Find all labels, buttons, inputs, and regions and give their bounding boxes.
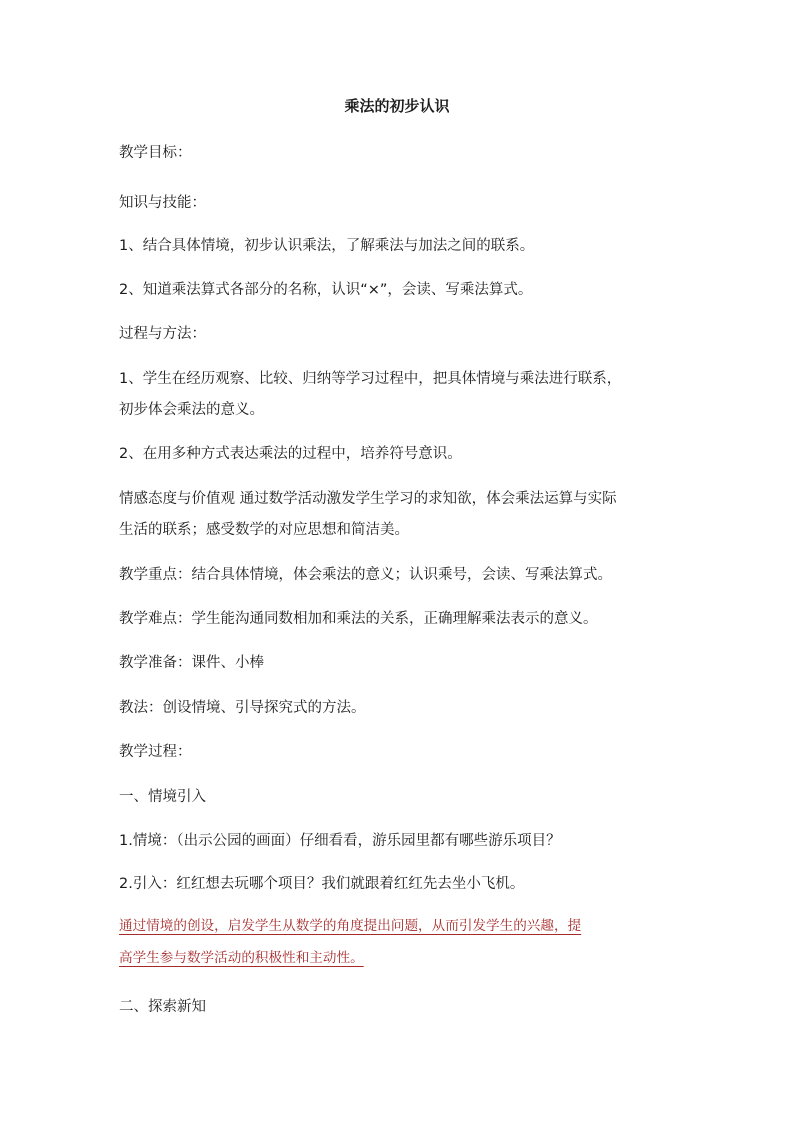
step-1: 1.情境：（出示公园的画面）仔细看看，游乐园里都有哪些游乐项目？ xyxy=(119,833,561,849)
section-1-heading: 一、情境引入 xyxy=(119,789,206,805)
knowledge-item-2: 2、知道乘法算式各部分的名称，认识“×”，会读、写乘法算式。 xyxy=(119,282,533,298)
attitude-line-1: 情感态度与价值观 通过数学活动激发学生学习的求知欲，体会乘法运算与实际 xyxy=(119,491,617,507)
difficulty: 教学难点：学生能沟通同数相加和乘法的关系，正确理解乘法表示的意义。 xyxy=(119,611,598,627)
section-2-heading: 二、探索新知 xyxy=(119,999,206,1015)
preparation: 教学准备：课件、小棒 xyxy=(119,655,264,671)
process-item-2: 2、在用多种方式表达乘法的过程中，培养符号意识。 xyxy=(119,446,462,462)
teaching-method: 教法：创设情境、引导探究式的方法。 xyxy=(119,700,366,716)
process-title: 教学过程： xyxy=(119,744,192,760)
attitude-line-2: 生活的联系；感受数学的对应思想和简洁美。 xyxy=(119,522,409,538)
annotation-line-2: 高学生参与数学活动的积极性和主动性。 xyxy=(119,950,364,966)
knowledge-heading: 知识与技能： xyxy=(119,195,206,211)
process-item-1-line-2: 初步体会乘法的意义。 xyxy=(119,402,264,418)
step-2: 2.引入：红红想去玩哪个项目？我们就跟着红红先去坐小飞机。 xyxy=(119,876,525,892)
key-point: 教学重点：结合具体情境，体会乘法的意义；认识乘号，会读、写乘法算式。 xyxy=(119,567,612,583)
process-heading: 过程与方法： xyxy=(119,326,206,342)
process-item-1-line-1: 1、学生在经历观察、比较、归纳等学习过程中，把具体情境与乘法进行联系， xyxy=(119,371,622,387)
annotation-line-1: 通过情境的创设，启发学生从数学的角度提出问题，从而引发学生的兴趣，提 xyxy=(119,918,582,934)
knowledge-item-1: 1、结合具体情境，初步认识乘法，了解乘法与加法之间的联系。 xyxy=(119,238,535,254)
goals-heading: 教学目标： xyxy=(119,145,192,161)
document-title: 乘法的初步认识 xyxy=(344,97,450,115)
